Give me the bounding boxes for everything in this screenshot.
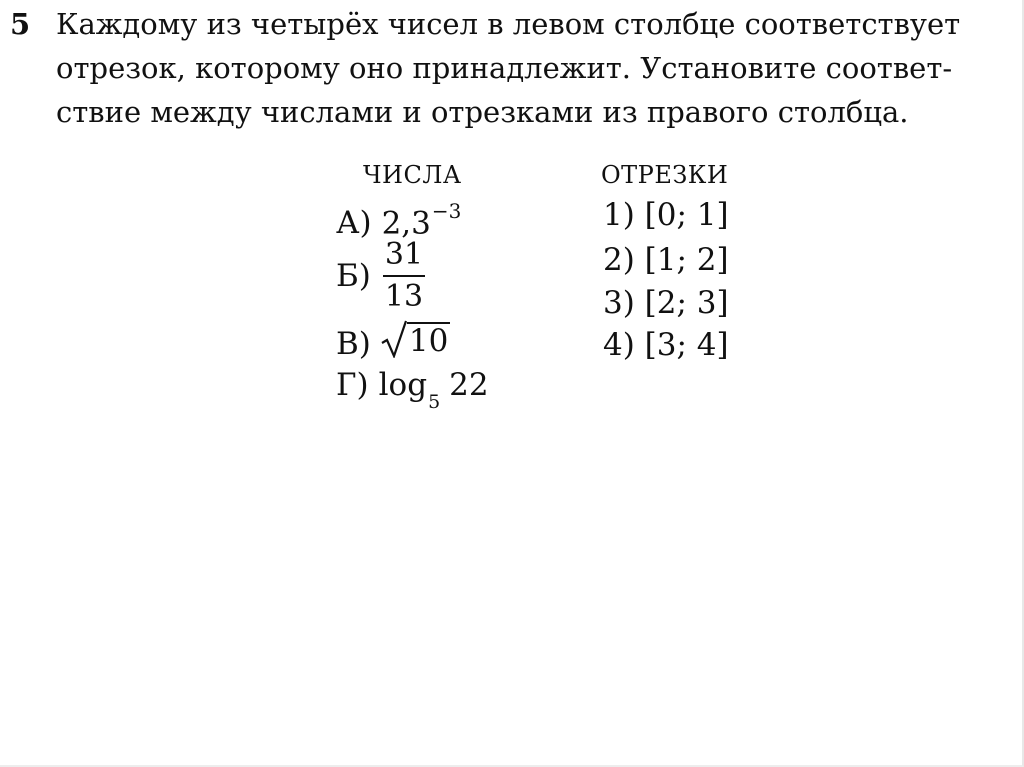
square-root-sign-icon: [381, 320, 407, 358]
segment-item-3: 3) [2; 3]: [603, 285, 729, 321]
number-label-a: А): [336, 205, 372, 242]
problem-text-line-1: Каждому из четырёх чисел в левом столбце соответствует: [56, 7, 961, 41]
log-base: 5: [428, 391, 441, 414]
square-root: [381, 320, 450, 358]
fraction-row: [336, 236, 425, 316]
number-item-v: [336, 316, 450, 363]
power-base: 2,3: [381, 205, 431, 242]
problem-number: 5: [10, 7, 31, 41]
numbers-column-header: ЧИСЛА: [363, 161, 462, 189]
fraction-denominator: 13: [384, 279, 424, 314]
log-function: log: [378, 367, 428, 403]
segment-item-2: 2) [1; 2]: [603, 242, 729, 278]
number-label-g: Г): [336, 367, 369, 403]
problem-text-line-3: ствие между числами и отрезками из правого столбца.: [56, 95, 909, 129]
log-argument: 22: [449, 367, 489, 403]
segment-item-1: 1) [0; 1]: [603, 197, 729, 233]
fraction-numerator: 31: [384, 237, 424, 272]
problem-text-line-2: отрезок, которому оно принадлежит. Установите соответ-: [56, 51, 953, 85]
number-item-b: [336, 236, 425, 316]
segments-column-header: ОТРЕЗКИ: [601, 161, 729, 189]
number-item-g: [336, 366, 489, 415]
number-label-v: В): [336, 326, 371, 362]
number-label-b: Б): [336, 258, 371, 294]
square-root-radicand: 10: [408, 323, 449, 359]
segment-item-4: 4) [3; 4]: [603, 327, 729, 363]
power-exponent: −3: [431, 199, 462, 223]
fraction: [383, 238, 425, 314]
